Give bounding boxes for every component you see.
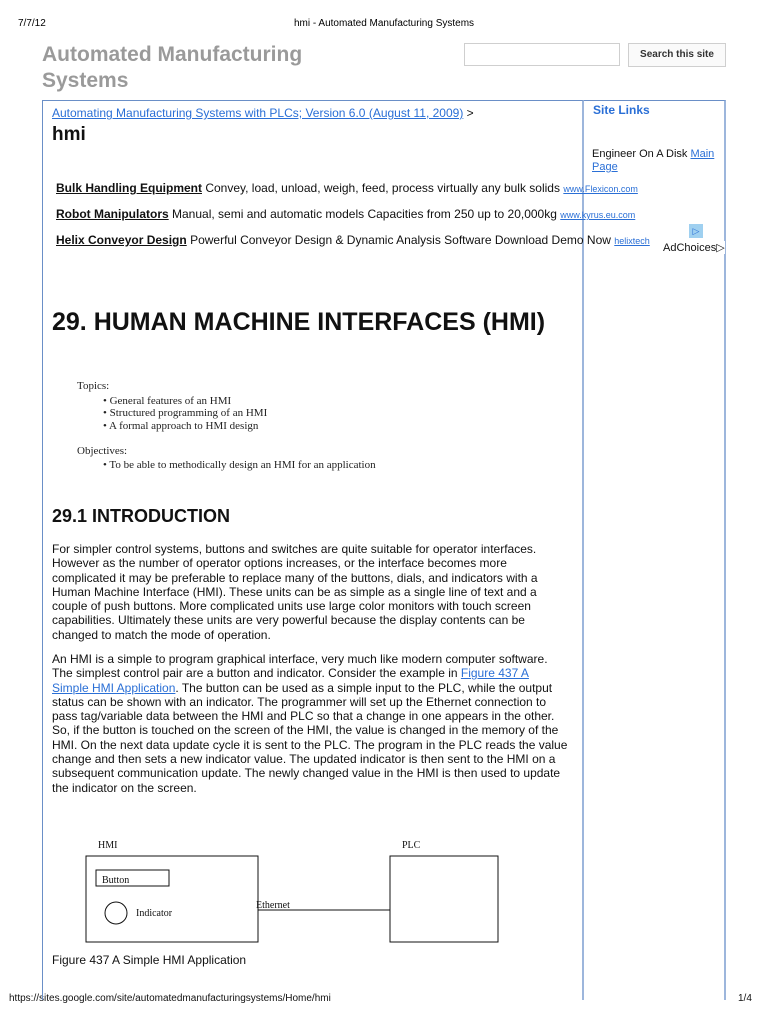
sidebar-item-main-page-link[interactable]: Main Page bbox=[592, 148, 715, 173]
chapter-title: 29. HUMAN MACHINE INTERFACES (HMI) bbox=[52, 308, 546, 336]
topic-item: • General features of an HMI bbox=[103, 395, 232, 407]
topic-item-text: Structured programming of an HMI bbox=[109, 407, 268, 419]
print-page-number: 1/4 bbox=[738, 993, 752, 1004]
topic-item-text: A formal approach to HMI design bbox=[109, 420, 259, 432]
ad-url[interactable]: helixtech bbox=[614, 236, 650, 246]
breadcrumb bbox=[52, 106, 474, 120]
figure-caption: Figure 437 A Simple HMI Application bbox=[52, 953, 247, 967]
ad-row[interactable] bbox=[56, 207, 635, 221]
ad-text: Manual, semi and automatic models Capacities from 250 up to 20,000kg bbox=[172, 207, 557, 221]
ad-text: Convey, load, unload, weigh, feed, process virtually any bulk solids bbox=[205, 181, 560, 195]
objective-item-text: To be able to methodically design an HMI for an application bbox=[109, 459, 376, 471]
sidebar-item bbox=[592, 148, 722, 174]
indicator-circle bbox=[105, 902, 127, 924]
topic-item-text: General features of an HMI bbox=[109, 395, 232, 407]
adchoices-link[interactable] bbox=[661, 241, 725, 254]
play-triangle-icon[interactable]: ▷ bbox=[689, 224, 703, 238]
ad-text: Powerful Conveyor Design & Dynamic Analysis Software Download Demo Now bbox=[190, 233, 611, 247]
hmi-plc-diagram bbox=[80, 834, 504, 946]
ad-title[interactable]: Helix Conveyor Design bbox=[56, 233, 187, 247]
paragraph-text: An HMI is a simple to program graphical interface, very much like modern computer software. The simplest control pair are a button and indicator. Consider the example in bbox=[52, 652, 548, 681]
topic-item: • Structured programming of an HMI bbox=[103, 407, 268, 419]
ethernet-label: Ethernet bbox=[256, 900, 290, 911]
hmi-button-label: Button bbox=[102, 875, 130, 886]
ad-url[interactable]: www.Flexicon.com bbox=[563, 184, 638, 194]
objectives-label: Objectives: bbox=[77, 445, 128, 457]
site-title[interactable]: Automated Manufacturing Systems bbox=[42, 43, 303, 92]
objective-item: • To be able to methodically design an HMI for an application bbox=[103, 459, 376, 471]
breadcrumb-separator: > bbox=[466, 106, 474, 120]
ad-row[interactable] bbox=[56, 233, 662, 247]
sidebar-title: Site Links bbox=[593, 103, 650, 117]
sidebar-item-text: Engineer On A Disk bbox=[592, 148, 688, 160]
ad-title[interactable]: Robot Manipulators bbox=[56, 207, 169, 221]
search-input[interactable] bbox=[464, 43, 620, 66]
ad-row[interactable] bbox=[56, 181, 638, 195]
plc-label: PLC bbox=[402, 840, 421, 851]
breadcrumb-link[interactable]: Automating Manufacturing Systems with PLCs; Version 6.0 (August 11, 2009) bbox=[52, 106, 464, 120]
hmi-indicator-label: Indicator bbox=[136, 908, 173, 919]
adchoices-icon: ▷ bbox=[716, 242, 725, 254]
section-title: 29.1 INTRODUCTION bbox=[52, 506, 231, 526]
print-footer-url: https://sites.google.com/site/automatedmanufacturingsystems/Home/hmi bbox=[9, 993, 331, 1004]
topic-item: • A formal approach to HMI design bbox=[103, 420, 259, 432]
plc-box bbox=[390, 856, 498, 942]
figure-link[interactable]: Figure 437 A Simple HMI Application bbox=[52, 666, 529, 695]
print-date: 7/7/12 bbox=[18, 18, 46, 29]
topics-label: Topics: bbox=[77, 380, 110, 392]
intro-paragraph: For simpler control systems, buttons and switches are quite suitable for operator interfaces. However as the number of operator options increases, or the interface becomes more complicated it may be preferable to replace many of the buttons, dials, and indicators with a Human Machine Interface (HMI). These units can be as simple as a single line of text and a couple of push buttons. More complicated units use large color monitors with touch screen capabilities. Ultimately these units are very powerful because the display contents can be changed to match the mode of operation. bbox=[52, 542, 538, 642]
page-title: hmi bbox=[52, 124, 86, 145]
paragraph-text: . The button can be used as a simple input to the PLC, while the output status can be shown with an indicator. The programmer will set up the Ethernet connection to pass tag/variable data between the HMI and PLC so that a change in one appears in the other. So, if the button is touched on the screen of the HMI, the value is changed in the memory of the HMI. On the next data update cycle it is sent to the PLC. The program in the PLC reads the value change and then sets a new indicator value. The updated indicator is then sent to the HMI on a subsequent communication update. The newly changed value in the HMI is then used to update the indicator on the screen. bbox=[52, 680, 568, 795]
hmi-label: HMI bbox=[98, 840, 118, 851]
adchoices-label: AdChoices bbox=[663, 242, 717, 254]
print-page-title: hmi - Automated Manufacturing Systems bbox=[293, 18, 475, 29]
ad-url[interactable]: www.kyrus.eu.com bbox=[560, 210, 636, 220]
hmi-box bbox=[86, 856, 258, 942]
ad-title[interactable]: Bulk Handling Equipment bbox=[56, 181, 202, 195]
search-button[interactable]: Search this site bbox=[628, 43, 726, 67]
hmi-paragraph bbox=[52, 652, 568, 795]
